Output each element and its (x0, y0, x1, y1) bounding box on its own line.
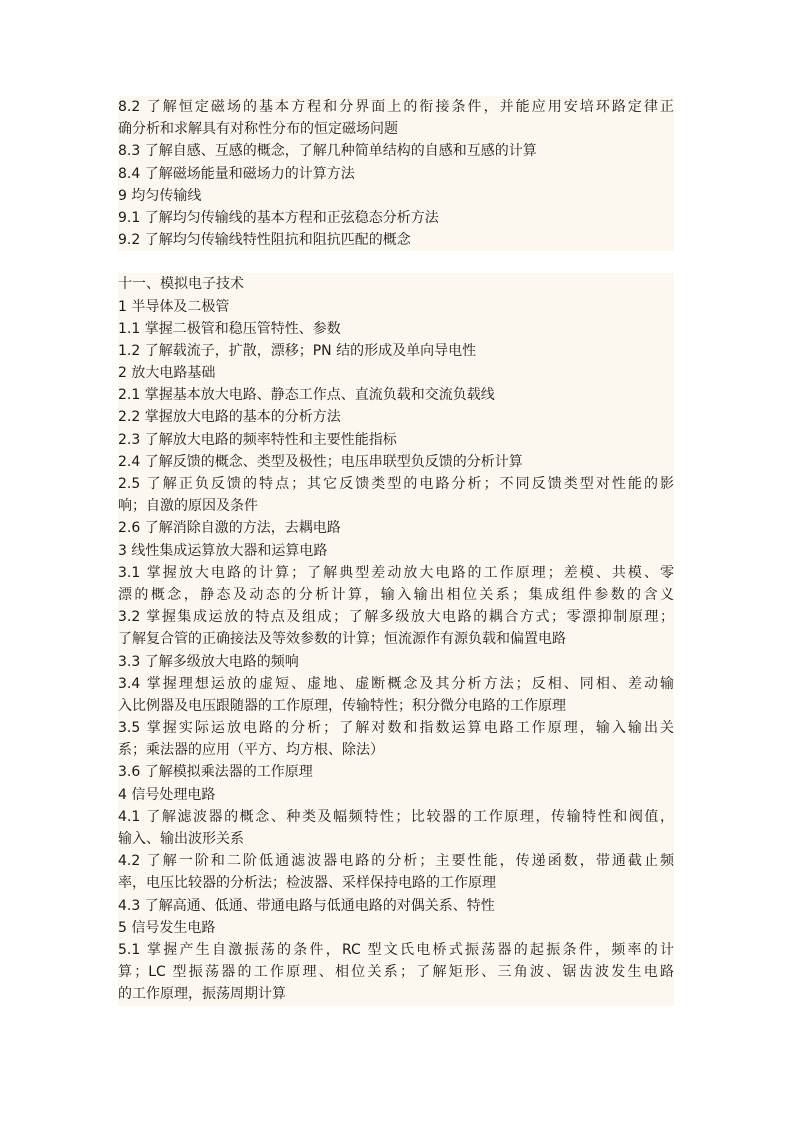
text-line: 十一、模拟电子技术 (118, 276, 244, 293)
text-line: 算；LC 型振荡器的工作原理、相位关系；了解矩形、三角波、锯齿波发生电路 (118, 964, 674, 981)
text-line: 2.3 了解放大电路的频率特性和主要性能指标 (118, 431, 397, 448)
text-line: 5 信号发生电路 (118, 919, 216, 936)
text-line: 1.2 了解载流子，扩散，漂移；PN 结的形成及单向导电性 (118, 342, 477, 359)
text-line: 8.2 了解恒定磁场的基本方程和分界面上的衔接条件，并能应用安培环路定律正 (118, 99, 674, 115)
text-line: 4.1 了解滤波器的概念、种类及幅频特性；比较器的工作原理，传输特性和阀值， (118, 808, 674, 825)
text-line: 入比例器及电压跟随器的工作原理，传输特性；积分微分电路的工作原理 (118, 697, 566, 714)
text-line: 3.5 掌握实际运放电路的分析；了解对数和指数运算电路工作原理，输入输出关 (118, 720, 674, 737)
text-line: 2.6 了解消除自激的方法，去耦电路 (118, 520, 341, 537)
text-line: 3.4 掌握理想运放的虚短、虚地、虚断概念及其分析方法；反相、同相、差动输 (118, 675, 674, 692)
section-gap (118, 251, 674, 273)
text-line: 9.1 了解均匀传输线的基本方程和正弦稳态分析方法 (118, 209, 439, 226)
text-line: 确分析和求解具有对称性分布的恒定磁场问题 (118, 121, 398, 138)
text-line: 3.1 掌握放大电路的计算；了解典型差动放大电路的工作原理；差模、共模、零 (118, 564, 674, 581)
text-line: 2.5 了解正负反馈的特点；其它反馈类型的电路分析；不同反馈类型对性能的影 (118, 476, 674, 492)
text-line: 2.4 了解反馈的概念、类型及极性；电压串联型负反馈的分析计算 (118, 453, 523, 470)
text-line: 4.2 了解一阶和二阶低通滤波器电路的分析；主要性能，传递函数，带通截止频 (118, 853, 674, 870)
text-line: 2 放大电路基础 (118, 365, 216, 382)
text-line: 1.1 掌握二极管和稳压管特性、参数 (118, 320, 341, 337)
text-line: 3.6 了解模拟乘法器的工作原理 (118, 764, 313, 781)
section-analog-electronics (118, 273, 674, 1005)
text-line: 4 信号处理电路 (118, 786, 216, 803)
text-line: 8.4 了解磁场能量和磁场力的计算方法 (118, 165, 355, 182)
text-line: 响；自激的原因及条件 (118, 498, 258, 515)
text-line: 9 均匀传输线 (118, 187, 202, 204)
text-line: 2.2 掌握放大电路的基本的分析方法 (118, 409, 341, 426)
text-line: 系；乘法器的应用（平方、均方根、除法） (118, 742, 384, 759)
text-line: 1 半导体及二极管 (118, 298, 230, 315)
text-line: 了解复合管的正确接法及等效参数的计算；恒流源作有源负载和偏置电路 (118, 631, 566, 648)
text-line: 9.2 了解均匀传输线特性阻抗和阻抗匹配的概念 (118, 232, 411, 249)
text-line: 3 线性集成运算放大器和运算电路 (118, 542, 328, 559)
text-line: 3.3 了解多级放大电路的频响 (118, 653, 299, 670)
section-electromagnetic-field (118, 96, 674, 251)
text-line: 率，电压比较器的分析法；检波器、采样保持电路的工作原理 (118, 875, 496, 892)
text-line: 漂的概念，静态及动态的分析计算，输入输出相位关系；集成组件参数的含义 (118, 586, 674, 603)
text-line: 4.3 了解高通、低通、带通电路与低通电路的对偶关系、特性 (118, 897, 495, 914)
document-page (118, 96, 674, 1006)
text-line: 的工作原理，振荡周期计算 (118, 986, 286, 1003)
text-line: 8.3 了解自感、互感的概念，了解几种简单结构的自感和互感的计算 (118, 143, 537, 160)
text-line: 3.2 掌握集成运放的特点及组成；了解多级放大电路的耦合方式；零漂抑制原理； (118, 609, 674, 626)
text-line: 5.1 掌握产生自激振荡的条件，RC 型文氏电桥式振荡器的起振条件，频率的计 (118, 941, 674, 958)
text-line: 2.1 掌握基本放大电路、静态工作点、直流负载和交流负载线 (118, 387, 495, 404)
text-line: 输入、输出波形关系 (118, 831, 244, 847)
